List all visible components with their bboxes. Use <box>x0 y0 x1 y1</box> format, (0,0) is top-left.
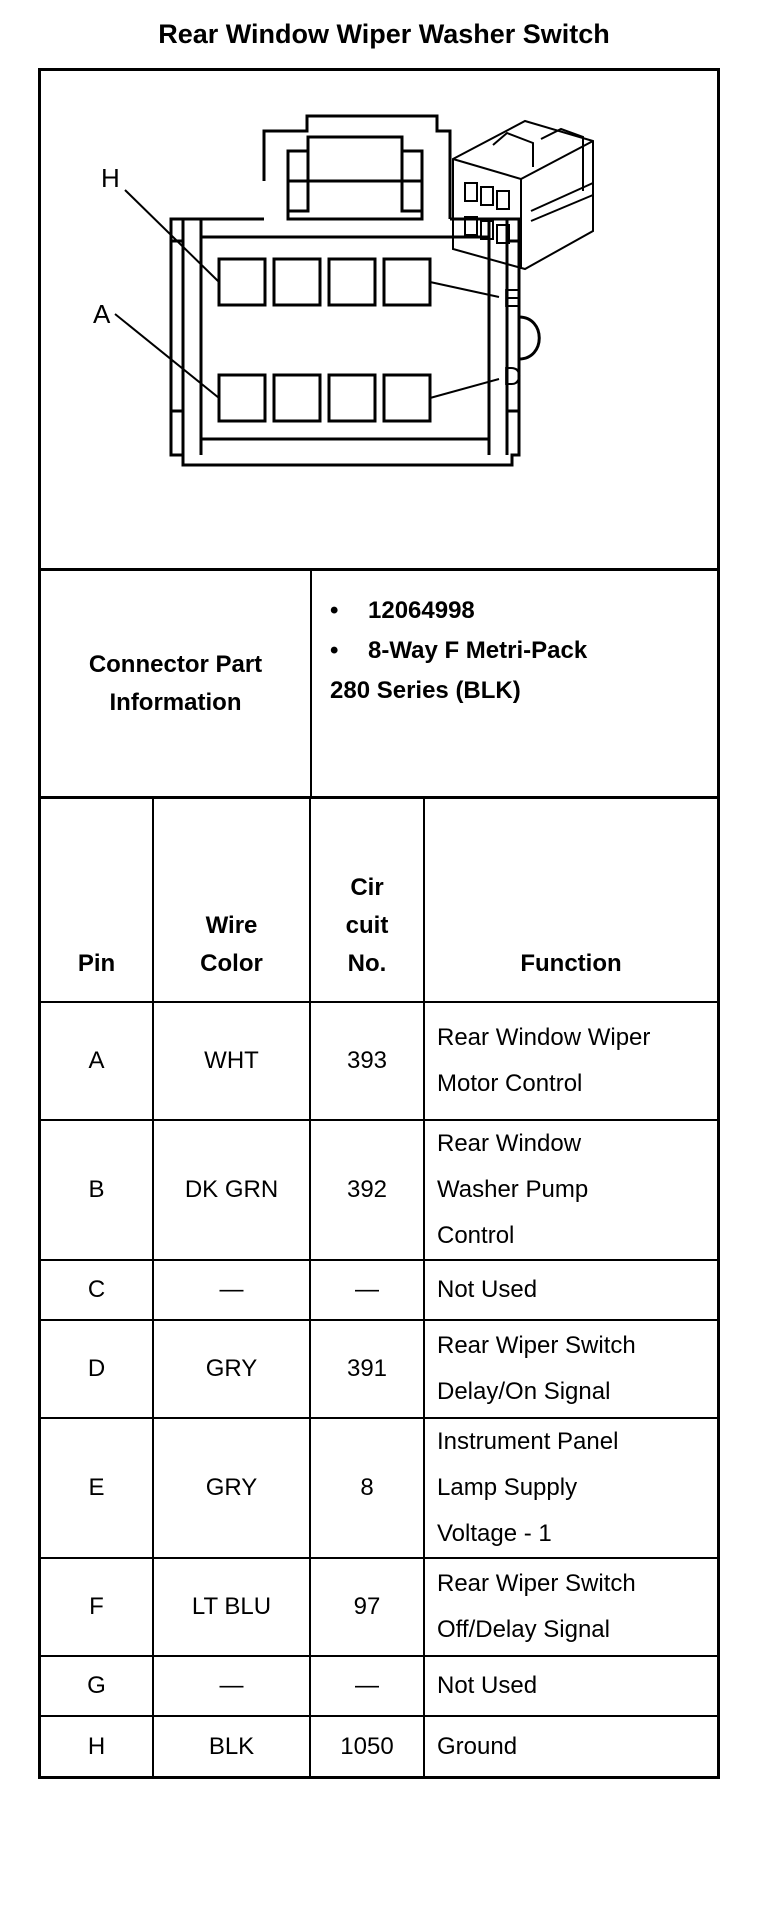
pin-row <box>41 1418 717 1558</box>
part-description-item <box>330 631 717 671</box>
part-number-item <box>330 591 717 631</box>
function-line: Delay/On Signal <box>437 1378 611 1405</box>
pin-cell: A <box>41 1002 153 1120</box>
connector-face-drawing <box>41 71 717 568</box>
function-line: Voltage - 1 <box>437 1520 552 1547</box>
pin-cell: H <box>41 1716 153 1776</box>
pin-row <box>41 1656 717 1716</box>
wire-color-cell: — <box>153 1656 310 1716</box>
pin-row <box>41 1002 717 1120</box>
circuit-cell: 97 <box>310 1558 424 1656</box>
part-info-label-line1: Connector Part <box>88 650 263 678</box>
function-cell <box>424 1656 717 1716</box>
header-circuit-line2: cuit <box>345 912 389 939</box>
pin-cell: C <box>41 1260 153 1320</box>
part-description: 8-Way F Metri-Pack <box>368 637 588 664</box>
pin-row <box>41 1260 717 1320</box>
circuit-cell: — <box>310 1260 424 1320</box>
pinout-header-row <box>41 799 717 1002</box>
circuit-cell: 392 <box>310 1120 424 1260</box>
function-cell <box>424 1558 717 1656</box>
function-line: Rear Window <box>437 1130 582 1157</box>
function-cell <box>424 1002 717 1120</box>
pin-label-h: H <box>101 163 120 193</box>
function-cell <box>424 1716 717 1776</box>
function-line: Off/Delay Signal <box>437 1616 610 1643</box>
header-circuit-line1: Cir <box>350 874 384 901</box>
pinout-table <box>41 799 717 1776</box>
header-wire-line2: Color <box>200 950 263 977</box>
pin-label-d: D <box>503 361 522 391</box>
function-cell <box>424 1418 717 1558</box>
pin-row <box>41 1120 717 1260</box>
part-info-label <box>41 571 312 796</box>
connector-part-information <box>41 571 717 799</box>
pinout-body <box>41 1002 717 1776</box>
pin-label-e: E <box>503 283 521 313</box>
function-line: Lamp Supply <box>437 1474 578 1501</box>
circuit-cell: 1050 <box>310 1716 424 1776</box>
connector-3d-icon <box>453 121 593 269</box>
page-title: Rear Window Wiper Washer Switch <box>158 19 610 49</box>
wire-color-cell: BLK <box>153 1716 310 1776</box>
function-line: Not Used <box>437 1276 538 1303</box>
wire-color-cell: DK GRN <box>153 1120 310 1260</box>
wire-color-cell: LT BLU <box>153 1558 310 1656</box>
wire-color-cell: GRY <box>153 1320 310 1418</box>
function-cell <box>424 1120 717 1260</box>
header-circuit-line3: No. <box>347 950 387 977</box>
header-wire-line1: Wire <box>205 912 258 939</box>
header-circuit-no <box>310 799 424 1002</box>
pin-cell: F <box>41 1558 153 1656</box>
function-line: Instrument Panel <box>437 1428 619 1455</box>
pin-row <box>41 1716 717 1776</box>
function-line: Rear Window Wiper <box>437 1024 651 1051</box>
function-cell <box>424 1260 717 1320</box>
wire-color-cell: — <box>153 1260 310 1320</box>
part-info-label-line2: Information <box>109 688 242 716</box>
circuit-cell: 8 <box>310 1418 424 1558</box>
wire-color-cell: WHT <box>153 1002 310 1120</box>
function-line: Control <box>437 1222 515 1249</box>
connector-diagram <box>41 71 717 571</box>
function-line: Not Used <box>437 1672 538 1699</box>
pin-label-a: A <box>93 299 111 329</box>
header-function: Function <box>424 799 717 1002</box>
header-pin: Pin <box>41 799 153 1002</box>
pin-cell: G <box>41 1656 153 1716</box>
function-cell <box>424 1320 717 1418</box>
wire-color-cell: GRY <box>153 1418 310 1558</box>
circuit-cell: 393 <box>310 1002 424 1120</box>
function-line: Ground <box>437 1732 518 1760</box>
circuit-cell: 391 <box>310 1320 424 1418</box>
part-info-details <box>312 571 717 796</box>
header-wire-color <box>153 799 310 1002</box>
part-number: 12064998 <box>368 597 475 624</box>
pin-row <box>41 1320 717 1418</box>
bullet-icon: • <box>330 637 339 664</box>
function-line: Motor Control <box>437 1070 583 1097</box>
pin-cell: E <box>41 1418 153 1558</box>
pin-row <box>41 1558 717 1656</box>
pin-cell: B <box>41 1120 153 1260</box>
pin-cell: D <box>41 1320 153 1418</box>
bullet-icon: • <box>330 597 339 624</box>
function-line: Rear Wiper Switch <box>437 1332 636 1359</box>
function-line: Washer Pump <box>437 1176 589 1203</box>
part-series: 280 Series (BLK) <box>330 677 521 704</box>
circuit-cell: — <box>310 1656 424 1716</box>
connector-sheet <box>38 68 720 1779</box>
function-line: Rear Wiper Switch <box>437 1570 636 1597</box>
